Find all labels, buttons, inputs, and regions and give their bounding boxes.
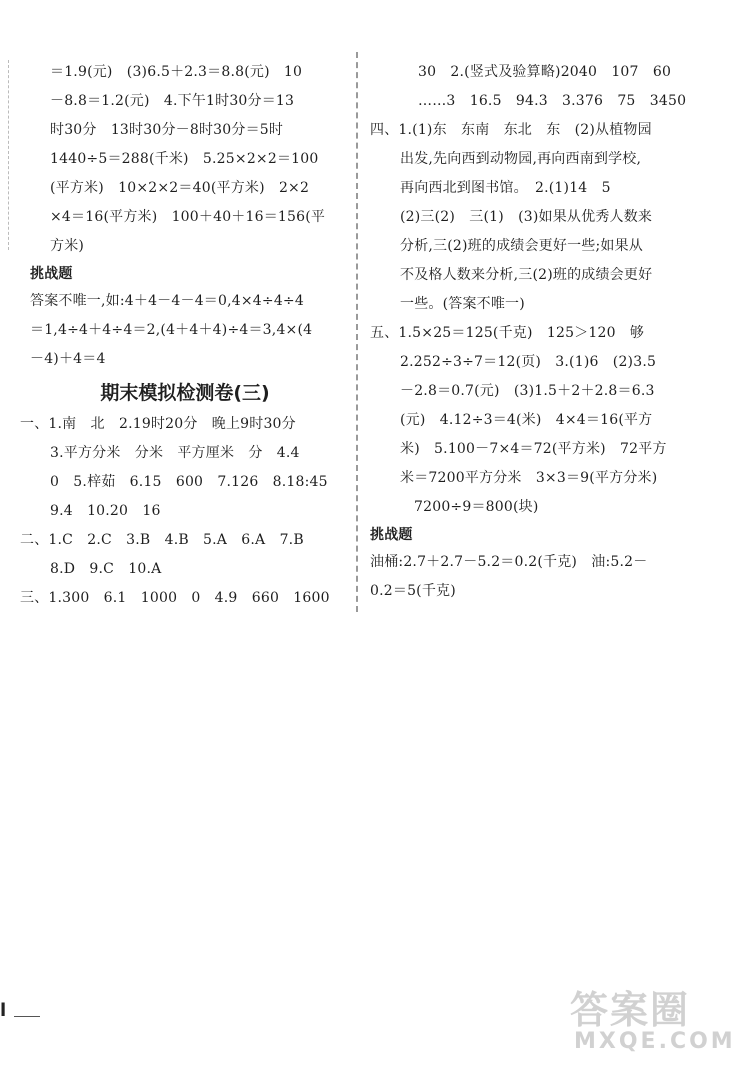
answer-line: 出发,先向西到动物园,再向西南到学校, [400, 151, 642, 167]
challenge-line: －4)＋4＝4 [30, 351, 106, 367]
answer-line: 米＝7200平方分米 3×3＝9(平方分米) [400, 470, 658, 486]
answer-line: 7200÷9＝800(块) [414, 499, 539, 515]
exam-title: 期末模拟检测卷(三) [100, 382, 270, 404]
answer-line: －8.8＝1.2(元) 4.下午1时30分＝13 [50, 93, 295, 109]
challenge-heading: 挑战题 [370, 527, 413, 543]
watermark-logo [570, 990, 740, 1060]
challenge-line: 油桶:2.7＋2.7－5.2＝0.2(千克) 油:5.2－ [370, 554, 648, 570]
answer-line: 米) 5.100－7×4＝72(平方米) 72平方 [400, 441, 667, 457]
answer-line: (元) 4.12÷3＝4(米) 4×4＝16(平方 [400, 412, 653, 428]
answer-line: 四、1.(1)东 东南 东北 东 (2)从植物园 [370, 122, 652, 138]
challenge-heading: 挑战题 [30, 266, 73, 282]
answer-line: ×4＝16(平方米) 100＋40＋16＝156(平 [50, 209, 326, 225]
answer-line: ……3 16.5 94.3 3.376 75 3450 [418, 93, 687, 109]
watermark-sub-text: MXQE.COM [574, 1029, 736, 1054]
answer-line: 五、1.5×25＝125(千克) 125＞120 够 [370, 325, 645, 341]
footer-rule [14, 1016, 40, 1017]
exam-answer-line: 二、1.C 2.C 3.B 4.B 5.A 6.A 7.B [20, 532, 304, 548]
answer-line: 2.252÷3÷7＝12(页) 3.(1)6 (2)3.5 [400, 354, 657, 370]
answer-line: 分析,三(2)班的成绩会更好一些;如果从 [400, 238, 643, 254]
answer-line: 30 2.(竖式及验算略)2040 107 60 [418, 64, 672, 80]
page-number-mark: l [0, 1000, 7, 1021]
answer-line: 一些。(答案不唯一) [400, 296, 525, 312]
answer-line: (平方米) 10×2×2＝40(平方米) 2×2 [50, 180, 310, 196]
right-column [370, 58, 720, 606]
exam-answer-line: 三、1.300 6.1 1000 0 4.9 660 1600 [20, 590, 330, 606]
left-margin-dashed-line [8, 60, 9, 250]
challenge-line: 0.2＝5(千克) [370, 583, 456, 599]
exam-answer-line: 9.4 10.20 16 [50, 503, 161, 519]
column-divider [356, 52, 358, 612]
watermark-main-text: 答案圈 [570, 988, 691, 1032]
answer-line: ＝1.9(元) (3)6.5＋2.3＝8.8(元) 10 [50, 64, 303, 80]
exam-answer-line: 0 5.梓茹 6.15 600 7.126 8.18:45 [50, 474, 328, 490]
answer-line: 1440÷5＝288(千米) 5.25×2×2＝100 [50, 151, 319, 167]
left-column [20, 58, 350, 613]
exam-answer-line: 3.平方分米 分米 平方厘米 分 4.4 [50, 445, 300, 461]
answer-line: －2.8＝0.7(元) (3)1.5＋2＋2.8＝6.3 [400, 383, 655, 399]
answer-line: (2)三(2) 三(1) (3)如果从优秀人数来 [400, 209, 653, 225]
answer-line: 再向西北到图书馆。 2.(1)14 5 [400, 180, 611, 196]
answer-line: 方米) [50, 238, 85, 254]
exam-answer-line: 8.D 9.C 10.A [50, 561, 162, 577]
challenge-line: 答案不唯一,如:4＋4－4－4＝0,4×4÷4÷4 [30, 293, 304, 309]
answer-line: 不及格人数来分析,三(2)班的成绩会更好 [400, 267, 653, 283]
challenge-line: ＝1,4÷4＋4÷4＝2,(4＋4＋4)÷4＝3,4×(4 [30, 322, 313, 338]
answer-line: 时30分 13时30分－8时30分＝5时 [50, 122, 284, 138]
exam-answer-line: 一、1.南 北 2.19时20分 晚上9时30分 [20, 416, 296, 432]
